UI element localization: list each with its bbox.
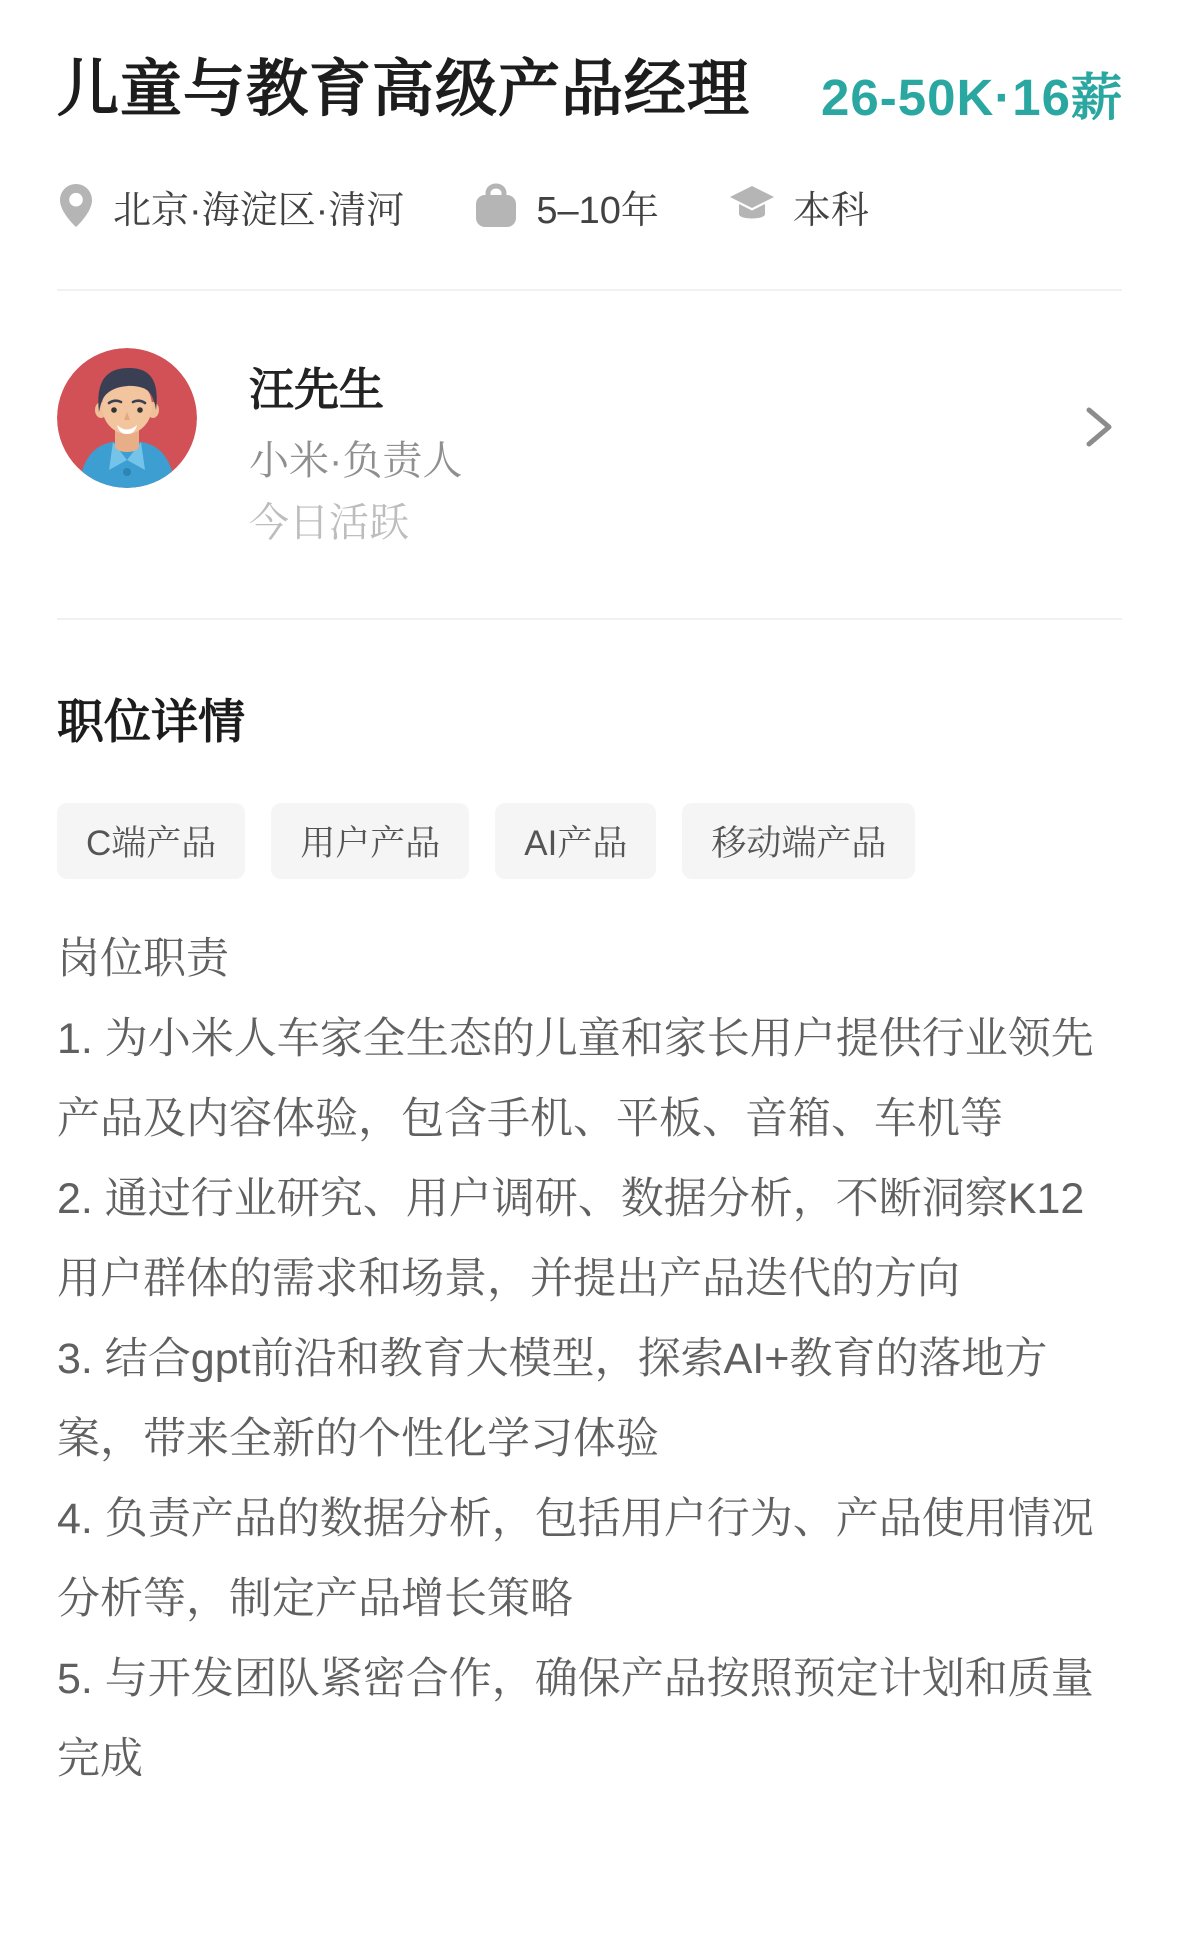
- job-tag: AI产品: [495, 803, 656, 879]
- responsibility-item: 1. 为小米人车家全生态的儿童和家长用户提供行业领先产品及内容体验，包含手机、平板、音箱、车机等: [57, 1015, 1094, 1143]
- description-heading: 岗位职责: [57, 935, 229, 983]
- responsibility-item: 4. 负责产品的数据分析，包括用户行为、产品使用情况分析等，制定产品增长策略: [57, 1495, 1094, 1623]
- divider: [57, 289, 1122, 291]
- location-pin-icon: [57, 183, 95, 229]
- chevron-right-icon[interactable]: [1082, 404, 1116, 455]
- education-text: 本科: [792, 189, 869, 232]
- job-tag: 用户产品: [271, 803, 469, 879]
- responsibility-item: 3. 结合gpt前沿和教育大模型，探索AI+教育的落地方案，带来全新的个性化学习体验: [57, 1335, 1048, 1463]
- recruiter-avatar: [57, 348, 197, 488]
- experience-text: 5–10年: [536, 189, 659, 232]
- job-tag: C端产品: [57, 803, 245, 879]
- responsibility-item: 5. 与开发团队紧密合作，确保产品按照预定计划和质量完成: [57, 1655, 1094, 1783]
- recruiter-card[interactable]: [57, 348, 1122, 548]
- recruiter-active-status: 今日活跃: [249, 501, 409, 545]
- meta-location: [57, 179, 404, 234]
- location-text: 北京·海淀区·清河: [113, 189, 405, 232]
- salary-label: 26-50K·16薪: [821, 69, 1123, 126]
- job-header: [0, 0, 1179, 139]
- divider: [57, 618, 1122, 620]
- job-title: 儿童与教育高级产品经理: [57, 55, 751, 124]
- job-description: [57, 919, 1123, 1799]
- job-meta-row: [57, 183, 1122, 232]
- recruiter-company-role: 小米·负责人: [249, 439, 463, 483]
- section-title-job-details: 职位详情: [57, 695, 245, 748]
- meta-education: [729, 179, 869, 234]
- responsibility-item: 2. 通过行业研究、用户调研、数据分析，不断洞察K12用户群体的需求和场景，并提出产品迭代的方向: [57, 1175, 1085, 1303]
- briefcase-icon: [474, 183, 518, 229]
- recruiter-name: 汪先生: [249, 364, 385, 415]
- meta-experience: [474, 179, 659, 234]
- job-tags-row: [57, 803, 1122, 879]
- recruiter-info: [249, 348, 462, 548]
- job-tag: 移动端产品: [682, 803, 915, 879]
- graduation-cap-icon: [729, 184, 775, 228]
